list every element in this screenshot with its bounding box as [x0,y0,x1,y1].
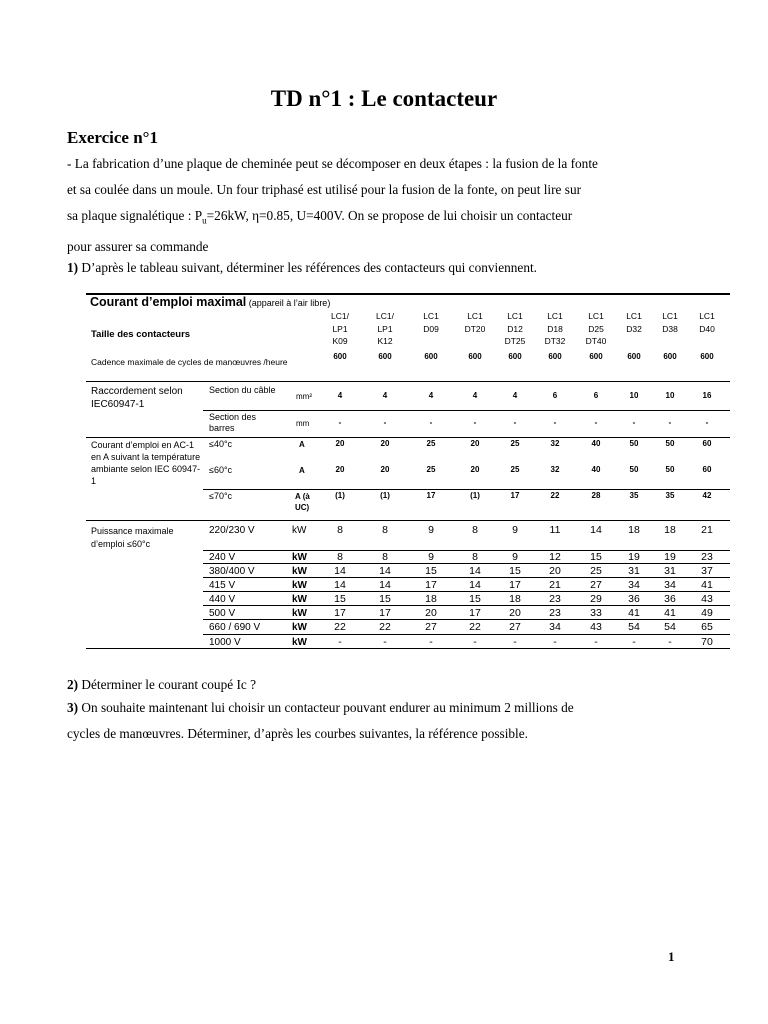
question-text: D’après le tableau suivant, déterminer les références des contacteurs qui conviennent. [78,260,537,275]
table-cell: 49 [701,607,713,619]
table-cell: 21 [549,579,561,591]
table-cell: 21 [701,524,713,536]
table-cell: - [705,418,709,427]
table-cell: 42 [702,491,712,500]
column-header: LC1 D25 DT40 [585,311,607,346]
unit-kw: kW [292,566,307,577]
table-cell: 15 [379,593,391,605]
voltage-label: 220/230 V [209,525,255,536]
table-cell: 14 [469,579,481,591]
table-cell: 14 [334,579,346,591]
column-header: LC1 D40 [699,311,715,334]
table-cell: 14 [469,565,481,577]
table-cell: - [473,636,477,648]
table-cell: 22 [334,621,346,633]
table-header-title: Courant d’emploi maximal (appareil à l’air libre) [90,295,331,309]
table-cell: - [632,418,636,427]
table-cell: 600 [424,352,438,361]
table-cell: 22 [550,491,560,500]
question-text: On souhaite maintenant lui choisir un contacteur pouvant endurer au minimum 2 millions de [78,700,574,715]
question-1 [67,255,677,281]
voltage-label: 415 V [209,580,236,591]
table-cell: 31 [664,565,676,577]
table-cell: 34 [628,579,640,591]
row-label-section-cable: Section du câble [209,385,276,395]
table-cell: 600 [663,352,677,361]
table-cell: 20 [470,465,480,474]
question-text: Déterminer le courant coupé Ic ? [78,677,257,692]
table-cell: 17 [379,607,391,619]
contactor-table [86,293,730,650]
question-number: 1) [67,260,79,275]
table-cell: 34 [664,579,676,591]
table-cell: 19 [628,551,640,563]
row-label-courant: Courant d’emploi en AC-1 en A suivant la température ambiante selon IEC 60947-1 [91,440,201,486]
table-cell: 15 [334,593,346,605]
table-cell: - [594,418,598,427]
table-cell: 600 [378,352,392,361]
table-cell: 600 [508,352,522,361]
table-cell: 40 [591,439,601,448]
table-cell: - [429,636,433,648]
table-cell: 18 [664,524,676,536]
voltage-label: 380/400 V [209,566,255,577]
column-header: LC1 D09 [423,311,439,334]
table-cell: 17 [509,579,521,591]
table-cell: 50 [665,439,675,448]
voltage-label: 500 V [209,608,236,619]
question-3 [67,695,677,747]
unit-kw: kW [292,637,307,648]
table-cell: - [513,636,517,648]
table-cell: 31 [628,565,640,577]
table-cell: 15 [425,565,437,577]
page-number: 1 [668,949,675,964]
table-cell: 27 [590,579,602,591]
table-cell: - [513,418,517,427]
table-cell: 60 [702,439,712,448]
table-cell: 40 [591,465,601,474]
column-header: LC1/ LP1 K12 [376,311,394,346]
table-cell: 25 [510,465,520,474]
table-cell: 50 [629,465,639,474]
table-cell: 41 [628,607,640,619]
voltage-label: 660 / 690 V [209,622,261,633]
table-cell: 23 [701,551,713,563]
question-text: cycles de manœuvres. Déterminer, d’après les courbes suivantes, la référence possible. [67,726,528,741]
table-cell: 28 [591,491,601,500]
table-cell: 50 [665,465,675,474]
table-cell: 11 [549,524,561,536]
table-cell: 70 [701,636,713,648]
unit-mm: mm [296,419,310,428]
voltage-label: 440 V [209,594,236,605]
table-cell: 25 [426,439,436,448]
table-cell: 35 [665,491,675,500]
unit-kw: kW [292,580,307,591]
table-cell: 43 [590,621,602,633]
intro-line: pour assurer sa commande [67,238,209,254]
voltage-label: 1000 V [209,637,241,648]
table-cell: 27 [425,621,437,633]
table-cell: 29 [590,593,602,605]
table-cell: 27 [509,621,521,633]
table-cell: 60 [702,465,712,474]
temp-70-unit: A (à UC) [295,492,310,512]
table-cell: 14 [379,579,391,591]
table-cell: 14 [334,565,346,577]
table-cell: - [473,418,477,427]
table-cell: 25 [590,565,602,577]
table-cell: 12 [549,551,561,563]
table-cell: - [553,636,557,648]
table-cell: 43 [701,593,713,605]
table-cell: 37 [701,565,713,577]
table-cell: (1) [470,491,480,500]
table-cell: 14 [590,524,602,536]
unit-kw: kW [292,552,307,563]
table-cell: 9 [428,551,434,563]
table-cell: 10 [665,391,675,400]
unit-mm2: mm² [296,392,312,401]
table-cell: (1) [335,491,345,500]
question-number: 3) [67,700,79,715]
table-cell: 9 [512,551,518,563]
table-cell: 4 [512,391,518,400]
table-cell: 18 [628,524,640,536]
column-header: LC1 D38 [662,311,678,334]
table-cell: 17 [334,607,346,619]
table-cell: 8 [382,524,388,536]
table-cell: 20 [549,565,561,577]
table-cell: 33 [590,607,602,619]
row-label-puissance: Puissance maximale d’emploi ≤60°c [91,526,174,549]
column-header: LC1 D32 [626,311,642,334]
table-cell: 32 [550,465,560,474]
table-cell: 14 [379,565,391,577]
column-header: LC1 D18 DT32 [544,311,566,346]
table-cell: - [594,636,598,648]
table-cell: 20 [335,439,345,448]
table-cell: 50 [629,439,639,448]
unit-kw: kW [292,525,307,536]
table-cell: 35 [629,491,639,500]
column-header: LC1 D12 DT25 [504,311,526,346]
row-label-raccordement: Raccordement selon IEC60947-1 [91,386,183,410]
table-cell: 65 [701,621,713,633]
table-cell: 4 [382,391,388,400]
table-cell: - [383,418,387,427]
unit-kw: kW [292,608,307,619]
table-cell: 20 [335,465,345,474]
table-cell: 22 [469,621,481,633]
table-cell: 17 [469,607,481,619]
table-cell: 4 [337,391,343,400]
table-cell: 34 [549,621,561,633]
table-cell: 600 [627,352,641,361]
table-cell: 20 [380,439,390,448]
table-cell: 19 [664,551,676,563]
page-title: TD n°1 : Le contacteur [270,86,498,111]
table-cell: 54 [628,621,640,633]
row-label-taille: Taille des contacteurs [91,329,191,340]
table-cell: 8 [472,551,478,563]
temp-70-label: ≤70°c [209,491,233,501]
table-cell: 17 [510,491,520,500]
table-cell: - [668,418,672,427]
table-cell: 22 [379,621,391,633]
question-number: 2) [67,677,79,692]
table-cell: 20 [380,465,390,474]
intro-line: sa plaque signalétique : $P_u=26kW$, η=0.85, U=400V. On se propose de lui choisir un contacteur [67,208,573,226]
unit-kw: kW [292,594,307,605]
column-header: LC1/ LP1 K09 [331,311,349,346]
table-cell: 600 [548,352,562,361]
table-cell: 600 [468,352,482,361]
table-cell: 23 [549,607,561,619]
table-cell: - [338,418,342,427]
unit-kw: kW [292,622,307,633]
table-cell: 15 [509,565,521,577]
table-cell: 15 [469,593,481,605]
table-cell: 6 [593,391,599,400]
table-cell: 32 [550,439,560,448]
table-cell: 17 [425,579,437,591]
table-cell: - [553,418,557,427]
table-cell: - [632,636,636,648]
temp-40-unit: A [299,440,305,449]
table-cell: 9 [428,524,434,536]
voltage-label: 240 V [209,552,236,563]
intro-line: et sa coulée dans un moule. Un four triphasé est utilisé pour la fusion de la fonte, on peut lire sur [67,182,582,197]
table-cell: 8 [337,524,343,536]
table-cell: (1) [380,491,390,500]
table-cell: 9 [512,524,518,536]
table-cell: 15 [590,551,602,563]
table-cell: 20 [509,607,521,619]
table-cell: 18 [425,593,437,605]
table-cell: 16 [702,391,712,400]
table-cell: 41 [664,607,676,619]
table-cell: - [429,418,433,427]
table-cell: 600 [333,352,347,361]
table-cell: - [668,636,672,648]
table-cell: 8 [472,524,478,536]
table-cell: 600 [589,352,603,361]
table-cell: 36 [664,593,676,605]
table-cell: 6 [552,391,558,400]
table-cell: 36 [628,593,640,605]
table-cell: 41 [701,579,713,591]
table-cell: 8 [382,551,388,563]
row-label-section-barres: Section des barres [209,412,257,433]
column-header: LC1 DT20 [464,311,486,334]
row-label-cadence: Cadence maximale de cycles de manœuvres /heure [91,357,288,367]
table-cell: - [383,636,387,648]
table-cell: 20 [470,439,480,448]
temp-40-label: ≤40°c [209,439,233,449]
table-cell: 18 [509,593,521,605]
table-cell: 4 [472,391,478,400]
intro-line: - La fabrication d’une plaque de cheminée peut se décomposer en deux étapes : la fusion de la fonte [67,156,598,171]
exercise-title: Exercice n°1 [67,128,158,147]
table-cell: 54 [664,621,676,633]
table-cell: 25 [426,465,436,474]
table-cell: 8 [337,551,343,563]
temp-60-label: ≤60°c [209,465,233,475]
table-cell: 600 [700,352,714,361]
intro-paragraph [67,151,677,260]
temp-60-unit: A [299,466,305,475]
table-cell: - [338,636,342,648]
table-cell: 20 [425,607,437,619]
table-cell: 17 [426,491,436,500]
table-cell: 23 [549,593,561,605]
table-cell: 4 [428,391,434,400]
table-cell: 25 [510,439,520,448]
table-cell: 10 [629,391,639,400]
